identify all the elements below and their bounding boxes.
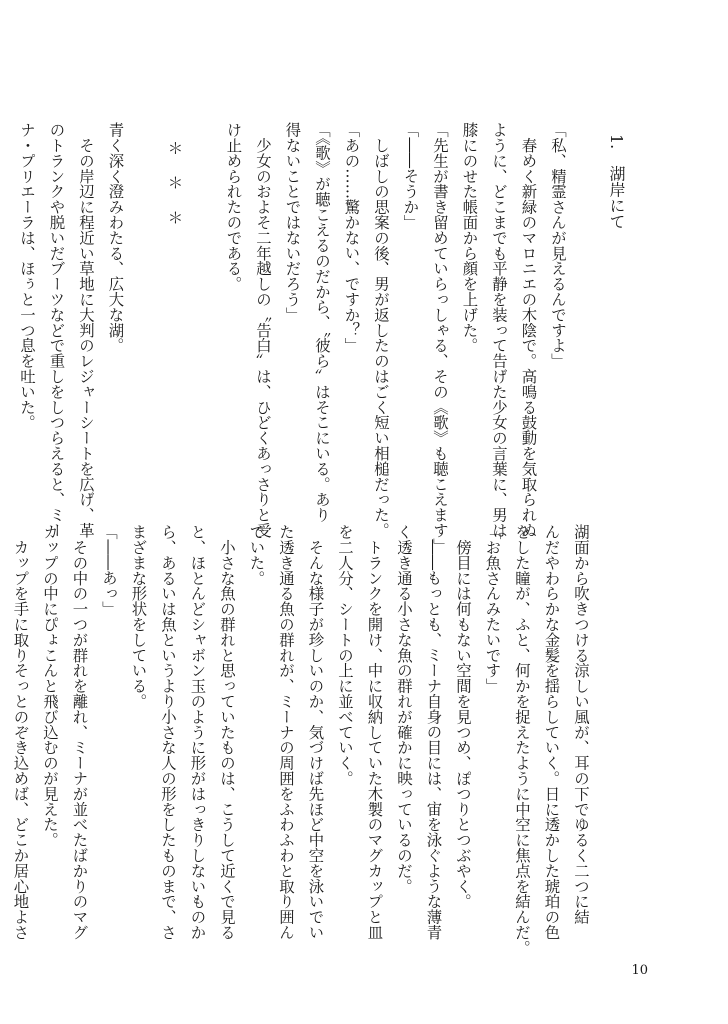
text-line: 青く深く澄みわたる、広大な湖。 [106,122,125,353]
text-line: 少女のおよそ二年越しの〝告白〟は、ひどくあっさりと受 [254,122,272,538]
text-line: でいた。 [247,524,266,586]
text-line [0,524,5,906]
text-line: け止められたのである。 [224,122,243,292]
scene-break: ＊ ＊ ＊ [165,140,184,227]
text-line: をした瞳が、ふと、何かを捉えたように中空に焦点を結んだ。 [513,524,531,956]
scene-gap [130,122,160,504]
text-line: 「――そうか」 [401,122,420,230]
text-line: 「――あっ」 [100,524,118,617]
text-line: まざまな形状をしている。 [129,524,148,709]
text-line: その中の一つが群れを離れ、ミーナが並べたばかりのマグ [70,524,89,940]
text-line: 湖面から吹きつける涼しい風が、耳の下でゆるく二つに結 [572,524,590,925]
text-line: カップの中にぴょこんと飛び込むのが見えた。 [41,524,59,848]
text-line: 「先生が書き留めていらっしゃる、その《歌》も聴こえます」 [431,122,449,554]
text-line: ――もっとも、ミーナ自身の目には、宙を泳ぐような薄青 [424,524,443,940]
page-number: 10 [631,963,648,978]
text-line: その岸辺に程近い草地に大判のレジャーシートを広げ、革 [77,122,95,538]
text-line: と、ほとんどシャボン玉のように形がはっきりしないものか [188,524,207,940]
upper-text-block [18,122,631,554]
text-line: ように、どこまでも平静を装って告げた少女の言葉に、男は [490,122,508,538]
text-line: トランクを開け、中に収納していた木製のマグカップと皿 [365,524,384,940]
text-line: 傍目には何もない空間を見つめ、ぽつりとつぶやく。 [454,524,472,909]
text-line: た透き通る魚の群れが、ミーナの周囲をふわふわと取り囲ん [277,524,295,940]
text-line: く透き通る小さな魚の群れが確かに映っているのだ。 [395,524,413,894]
chapter-heading: 1. 湖岸にて [607,134,626,230]
text-line: ら、あるいは魚というより小さな人の形をしたものまで、さ [159,524,177,940]
heading-gap [572,122,602,504]
text-line: ナ・プリエーラは、ほぅと一つ息を吐いた。 [18,122,36,430]
text-line: そんな様子が珍しいのか、気づけば先ほど中空を泳いでい [306,524,325,940]
text-line: 「お魚さんみたいです」 [483,524,502,694]
text-line: 小さな魚の群れと思っていたものは、こうして近くで見る [218,524,236,940]
text-line: しばしの思案の後、男が返したのはごく短い相槌だった。 [372,122,390,538]
text-line: カップを手に取りそっとのぞき込めば、どこか居心地よさ [11,524,30,940]
lower-text-block [11,524,595,956]
scene-gap [189,122,219,504]
text-line: 膝にのせた帳面から顔を上げた。 [460,122,479,353]
text-line: 「私、精霊さんが見えるんですよ」 [549,122,567,369]
text-line: 春めく新緑のマロニエの木陰で。高鳴る鼓動を気取られぬ [519,122,538,538]
text-line: 「あの……驚かない、ですか？」 [342,122,361,353]
text-line: のトランクや脱いだブーツなどで重しをしつらえると、ミー [47,122,66,538]
text-line: んだやわらかな金髪を揺らしていく。日に透かした琥珀の色 [542,524,561,940]
text-line: 得ないことではないだろう」 [283,122,302,323]
text-line: を二人分、シートの上に並べていく。 [336,524,354,786]
text-line: 「《歌》が聴こえるのだから、〝彼ら〟はそこにいる。あり [313,122,331,523]
